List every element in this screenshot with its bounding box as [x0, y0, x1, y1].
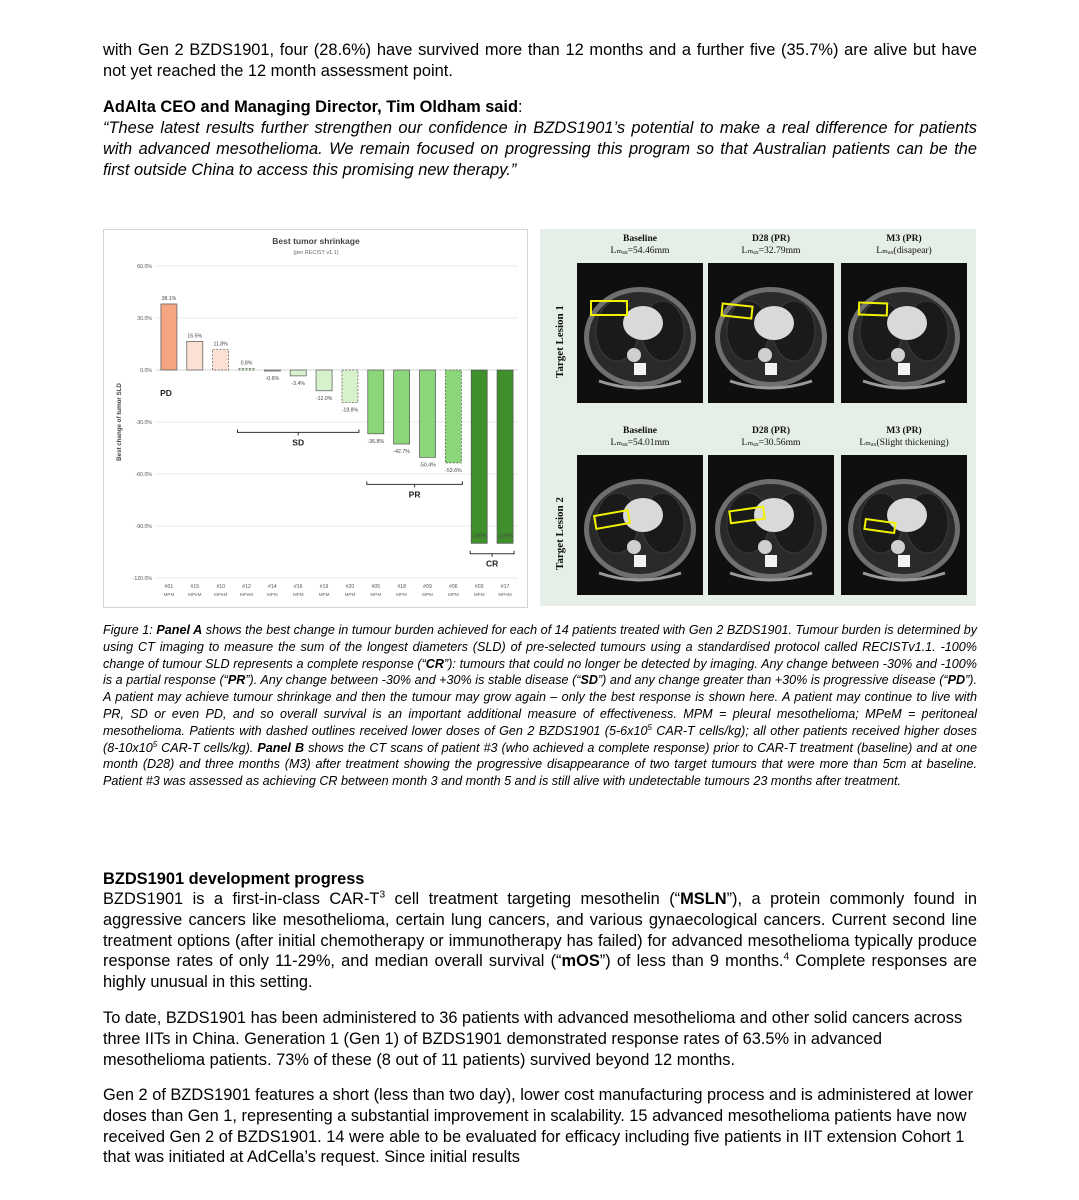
y-tick-label: 30.0% — [137, 316, 152, 322]
x-tick-label: #18 — [397, 584, 406, 590]
caption-sd: SD — [580, 673, 598, 688]
x-tick-type: MPM — [473, 592, 485, 597]
x-tick-type: MPM — [447, 592, 459, 597]
bar-p06 — [445, 370, 461, 463]
spine — [634, 555, 646, 567]
aorta — [758, 540, 772, 554]
caption-text: ”) and any change greater than +30% is progressive disease (“ — [597, 673, 948, 688]
bracket-pr — [367, 481, 463, 487]
heart — [887, 498, 927, 532]
data-label: -3.4% — [291, 380, 305, 387]
ct-scan-image — [577, 455, 703, 595]
ct-panel-title: Baseline — [622, 233, 658, 244]
caption-pd: PD — [947, 673, 966, 688]
bar-p05 — [368, 370, 384, 434]
section-paragraph-1 — [103, 889, 977, 993]
bar-p01 — [161, 304, 177, 370]
ceo-quote: “These latest results further strengthen our confidence in BZDS1901’s potential to make a real difference for patients with advanced mesothelioma. We remain focused on progressing this program so that Australian patients can be the first outside China to access this promising new therapy.” — [103, 119, 977, 179]
ct-scan-drawing — [708, 263, 834, 403]
y-tick-label: -60.0% — [135, 472, 152, 478]
quote-colon: : — [518, 98, 523, 116]
tumor-shrinkage-chart — [103, 229, 528, 608]
aorta — [627, 348, 641, 362]
heart — [754, 306, 794, 340]
ct-panel-title: D28 (PR) — [751, 233, 791, 244]
data-label: -100% — [497, 533, 513, 540]
footnote-ref: 4 — [783, 951, 790, 963]
intro-paragraph: with Gen 2 BZDS1901, four (28.6%) have survived more than 12 months and a further five (35.7%) are alive but have not yet reached the 12 month assessment point. — [103, 41, 977, 80]
ct-scan-image — [577, 263, 703, 403]
data-label: -42.7% — [393, 449, 410, 456]
x-tick-type: MPeM — [188, 592, 202, 597]
x-tick-label: #01 — [164, 584, 174, 590]
y-tick-label: 60.0% — [137, 264, 152, 270]
spine — [634, 363, 646, 375]
spine — [898, 555, 910, 567]
ct-scan-image — [841, 263, 967, 403]
bar-p09 — [419, 370, 435, 457]
y-tick-label: 0.0% — [140, 368, 152, 374]
p1-mos: mOS — [561, 952, 600, 971]
figure-label: Figure 1: — [103, 623, 157, 637]
spine — [898, 363, 910, 375]
ct-scan-drawing — [577, 263, 703, 403]
section-paragraph-3: Gen 2 of BZDS1901 features a short (less than two day), lower cost manufacturing process and is administered at lower doses than Gen 1, representing a substantial improvement in scalability. 15 advanced mesothelioma patients have now received Gen 2 of BZDS1901. 14 were able to be evaluated for efficacy including five patients in IIT extension Cohort 1 that was initiated at AdCella’s request. Since initial results — [103, 1086, 974, 1167]
aorta — [891, 348, 905, 362]
caption-text: ”). Any change between -30% and +30% is stable disease (“ — [245, 673, 581, 688]
ct-panel-measure: Lₘₐₓ(disapear) — [876, 244, 932, 256]
ct-panel-title: M3 (PR) — [886, 425, 922, 436]
aorta — [758, 348, 772, 362]
ct-scan-drawing — [841, 263, 967, 403]
ct-scan-image — [841, 455, 967, 595]
caption-text: CAR-T cells/kg). — [157, 740, 258, 755]
caption-text: shows the CT scans of patient #3 (who achieved a complete response) prior to CAR-T treatment (baseline) and at one month (D28) and three months (M3) after treatment showing the progressive disappearance of two target tumours that were more than 5cm at baseline. Patient #3 was assessed as achieving CR between month 3 and month 5 and is still alive with undetectable tumours 23 months after treatment. — [103, 740, 977, 789]
bar-p12 — [238, 369, 254, 370]
data-label: 11.8% — [213, 341, 228, 348]
x-tick-type: MPM — [370, 592, 382, 597]
panel-b-label: Panel B — [257, 740, 305, 755]
caption-exponent: 5 — [152, 739, 158, 749]
data-label: -50.4% — [419, 462, 436, 469]
x-tick-type: MPM — [396, 592, 408, 597]
data-label: -12.0% — [315, 395, 333, 402]
x-tick-label: #10 — [216, 584, 225, 590]
ct-panel-measure: Lₘₐₓ=30.56mm — [741, 436, 801, 448]
caption-text: ”): tumours that could no longer be detected by imaging. Any change between -30% and -100% is a partial response (“ — [103, 656, 977, 688]
group-label-cr: CR — [486, 558, 499, 569]
ct-panel-measure: Lₘₐₓ=54.01mm — [610, 436, 670, 448]
ct-panel-header — [841, 233, 967, 256]
ct-panel-measure: Lₘₐₓ(Slight thickening) — [859, 436, 949, 448]
caption-pr: PR — [227, 673, 246, 688]
bar-p15 — [187, 341, 203, 370]
ct-scan-drawing — [577, 455, 703, 595]
ct-panel-title: D28 (PR) — [751, 425, 791, 436]
section-heading: BZDS1901 development progress — [103, 870, 365, 888]
lesion-label-1: Target Lesion 1 — [554, 305, 566, 378]
aorta — [627, 540, 641, 554]
y-axis-label: Best change of tumor SLD — [116, 383, 123, 461]
chart-subtitle: (per RECIST v1.1) — [293, 250, 339, 256]
heart — [887, 306, 927, 340]
figure-caption — [103, 622, 977, 790]
quote-attribution — [103, 97, 977, 118]
group-label-pd: PD — [160, 388, 172, 398]
p1-text: ”) of less than 9 months. — [599, 952, 784, 971]
bar-p20 — [342, 370, 358, 403]
x-tick-type: MPM — [344, 592, 356, 597]
group-label-sd: SD — [292, 437, 305, 448]
chart-title: Best tumor shrinkage — [272, 236, 360, 246]
heart — [623, 306, 663, 340]
bracket-cr — [470, 551, 514, 557]
x-tick-label: #19 — [319, 584, 329, 590]
ct-panel-title: M3 (PR) — [886, 233, 922, 244]
ct-scan-drawing — [708, 455, 834, 595]
caption-text: CAR-T cells/kg); all other patients received higher doses (8-10x10 — [103, 723, 977, 755]
bar-p19 — [316, 370, 332, 391]
x-tick-type: MPM — [318, 592, 330, 597]
y-tick-label: -120.0% — [132, 576, 152, 582]
bar-p14 — [264, 370, 280, 371]
x-tick-type: MPM — [422, 592, 433, 597]
ct-panel-measure: Lₘₐₓ=32.79mm — [741, 244, 801, 256]
ct-panel-header — [708, 425, 834, 448]
caption-text: shows the best change in tumour burden achieved for each of 14 patients treated with Gen 2 BZDS1901. Tumour burden is determined by using CT imaging to measure the sum of the longest diameters (SLD) of pre-selected tumours using a standardised protocol called RECISTv1.1. -100% change of tumour SLD represents a complete response (“ — [103, 623, 977, 671]
lesion-label-2: Target Lesion 2 — [554, 497, 566, 570]
x-tick-label: #12 — [242, 584, 251, 590]
p1-text: cell treatment targeting mesothelin (“ — [385, 890, 681, 908]
p1-text: ”), a protein commonly found in aggressive cancers like mesothelioma, certain lung cancers, and various gynaecological cancers. Current second line treatment options (after initial chemotherapy or immunotherapy has failed) for advanced mesothelioma typically produce response rates of only 11-29%, and median overall survival (“ — [103, 890, 977, 971]
x-tick-type: MPeM — [498, 592, 512, 597]
ct-scan-figure — [540, 229, 976, 606]
x-tick-label: #16 — [293, 584, 303, 590]
caption-text: ”). A patient may achieve tumour shrinkage and then the tumour may grow again – only the best response is shown here. A patient may continue to live with PR, SD or even PD, and so overall survival is an important additional measure of effectiveness. MPM = pleural mesothelioma; MPeM = peritoneal mesothelioma. Patients with dashed outlines received lower doses of Gen 2 BZDS1901 (5-6x10 — [103, 673, 977, 738]
bar-p10 — [213, 350, 229, 370]
ct-panel-header — [577, 425, 703, 448]
ct-panel-header — [577, 233, 703, 256]
bar-p03 — [471, 370, 487, 543]
x-tick-type: MPeM — [239, 592, 254, 597]
ct-panel-header — [708, 233, 834, 256]
aorta — [891, 540, 905, 554]
caption-cr: CR — [425, 656, 444, 671]
ct-scan-image — [708, 455, 834, 595]
y-tick-label: -30.0% — [135, 420, 152, 426]
ct-scan-image — [708, 263, 834, 403]
ct-panel-title: Baseline — [622, 425, 658, 436]
data-label: -53.6% — [445, 467, 462, 474]
data-label: 38.1% — [161, 295, 177, 302]
caption-exponent: 5 — [647, 722, 652, 732]
section-paragraph-2: To date, BZDS1901 has been administered to 36 patients with advanced mesothelioma and other solid cancers across three IITs in China. Generation 1 (Gen 1) of BZDS1901 demonstrated response rates of 63.5% in advanced mesothelioma patients. 73% of these (8 out of 11 patients) survived beyond 12 months. — [103, 1009, 963, 1069]
x-tick-label: #09 — [423, 584, 432, 590]
quote-speaker: AdAlta CEO and Managing Director, Tim Oldham said — [103, 98, 518, 116]
x-tick-label: #14 — [268, 584, 277, 590]
bar-p16 — [290, 370, 306, 376]
chart-svg — [104, 230, 527, 607]
heart — [754, 498, 794, 532]
data-label: -100% — [471, 533, 487, 540]
spine — [765, 555, 777, 567]
x-tick-type: MPeM — [214, 592, 228, 597]
p1-text: BZDS1901 is a first-in-class CAR-T — [103, 890, 380, 908]
x-tick-label: #20 — [345, 584, 355, 590]
ct-scan-drawing — [841, 455, 967, 595]
ct-panel-header — [841, 425, 967, 448]
panel-a-label: Panel A — [156, 623, 203, 637]
y-tick-label: -90.0% — [135, 524, 152, 530]
bar-p17 — [497, 370, 513, 543]
spine — [765, 363, 777, 375]
p1-msln: MSLN — [680, 890, 727, 908]
ct-panel-measure: Lₘₐₓ=54.46mm — [610, 244, 670, 256]
x-tick-label: #17 — [500, 584, 510, 590]
data-label: 16.5% — [187, 333, 203, 340]
bar-p18 — [394, 370, 410, 444]
x-tick-label: #06 — [449, 584, 458, 590]
x-tick-type: MPM — [266, 592, 278, 597]
p1-text: Complete responses are highly unusual in this setting. — [103, 952, 977, 992]
x-tick-type: MPM — [163, 592, 175, 597]
group-label-pr: PR — [408, 489, 421, 500]
bracket-sd — [237, 429, 358, 435]
data-label: -36.8% — [367, 438, 385, 445]
x-tick-label: #15 — [190, 584, 200, 590]
x-tick-label: #03 — [474, 584, 484, 590]
data-label: 0.8% — [240, 360, 253, 367]
data-label: -18.8% — [341, 407, 359, 414]
x-tick-label: #05 — [371, 584, 381, 590]
data-label: -0.6% — [265, 376, 280, 383]
footnote-ref: 3 — [379, 889, 386, 901]
x-tick-type: MPM — [292, 592, 304, 597]
